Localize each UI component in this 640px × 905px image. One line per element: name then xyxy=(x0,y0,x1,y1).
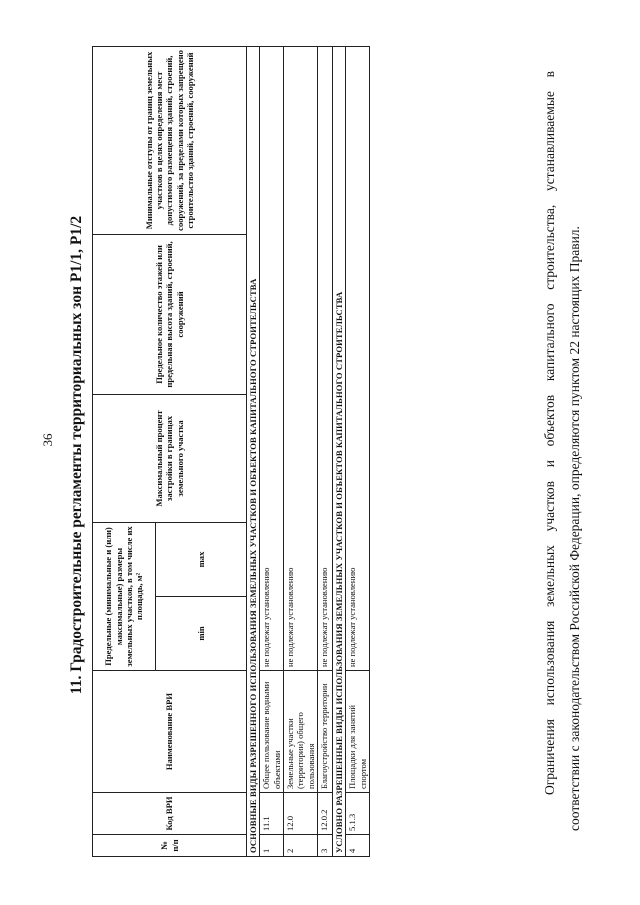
row-code: 5.1.3 xyxy=(346,793,370,835)
header-size-min: min xyxy=(156,597,247,671)
page-title: 11. Градостроительные регламенты территориальных зон Р1/1, Р1/2 xyxy=(68,215,85,695)
page-number: 36 xyxy=(40,433,55,447)
header-max-percent: Максимальный процент застройки в границах земельного участка xyxy=(93,394,247,522)
table-header-row-1 xyxy=(93,46,156,856)
section-conditional-row xyxy=(332,46,345,856)
row-num: 3 xyxy=(317,835,332,857)
table-row xyxy=(260,46,284,856)
row-name: Земельные участки (территории) общего пользования xyxy=(283,671,317,793)
row-note: не подлежат установлению xyxy=(317,46,332,670)
row-num: 2 xyxy=(283,835,317,857)
header-setbacks: Минимальные отступы от границ земельных участков в целях определения мест допустимого размещения зданий, строений, сооружений, за пределами которых запрещено строительство зданий, строений, сооружений xyxy=(93,46,247,234)
row-name: Общее пользование водными объектами xyxy=(260,671,284,793)
table-row xyxy=(283,46,317,856)
regulations-table xyxy=(92,46,370,857)
section-main-row xyxy=(247,46,260,856)
table-row xyxy=(346,46,370,856)
section-conditional-label: УСЛОВНО РАЗРЕШЕННЫЕ ВИДЫ ИСПОЛЬЗОВАНИЯ ЗЕМЕЛЬНЫХ УЧАСТКОВ И ОБЪЕКТОВ КАПИТАЛЬНОГО СТРОИТЕЛЬСТВА xyxy=(332,46,345,856)
row-name: Площадки для занятий спортом xyxy=(346,671,370,793)
header-num: № п/п xyxy=(93,835,247,857)
section-main-label: ОСНОВНЫЕ ВИДЫ РАЗРЕШЕННОГО ИСПОЛЬЗОВАНИЯ ЗЕМЕЛЬНЫХ УЧАСТКОВ И ОБЪЕКТОВ КАПИТАЛЬНОГО СТРОИТЕЛЬСТВА xyxy=(247,46,260,856)
row-note: не подлежат установлению xyxy=(283,46,317,670)
header-size-max: max xyxy=(156,522,247,596)
row-num: 4 xyxy=(346,835,370,857)
row-note: не подлежат установлению xyxy=(346,46,370,670)
row-code: 11.1 xyxy=(260,793,284,835)
header-size-group: Предельные (минимальные и (или) максимальные) размеры земельных участков, в том числе их площадь, м² xyxy=(93,522,156,670)
row-note: не подлежат установлению xyxy=(260,46,284,670)
header-code: Код ВРИ xyxy=(93,793,247,835)
header-floors: Предельное количество этажей или предельная высота зданий, строений, сооружений xyxy=(93,234,247,394)
row-code: 12.0 xyxy=(283,793,317,835)
header-name: Наименование ВРИ xyxy=(93,671,247,793)
row-name: Благоустройство территории xyxy=(317,671,332,793)
row-num: 1 xyxy=(260,835,284,857)
table-row xyxy=(317,46,332,856)
row-code: 12.0.2 xyxy=(317,793,332,835)
restrictions-paragraph-line-1: Ограничения использования земельных участков и объектов капитального строительства, устанавливаемые в xyxy=(542,71,557,795)
restrictions-paragraph-line-2: соответствии с законодательством Российской Федерации, определяются пунктом 22 настоящих Правил. xyxy=(567,226,582,831)
